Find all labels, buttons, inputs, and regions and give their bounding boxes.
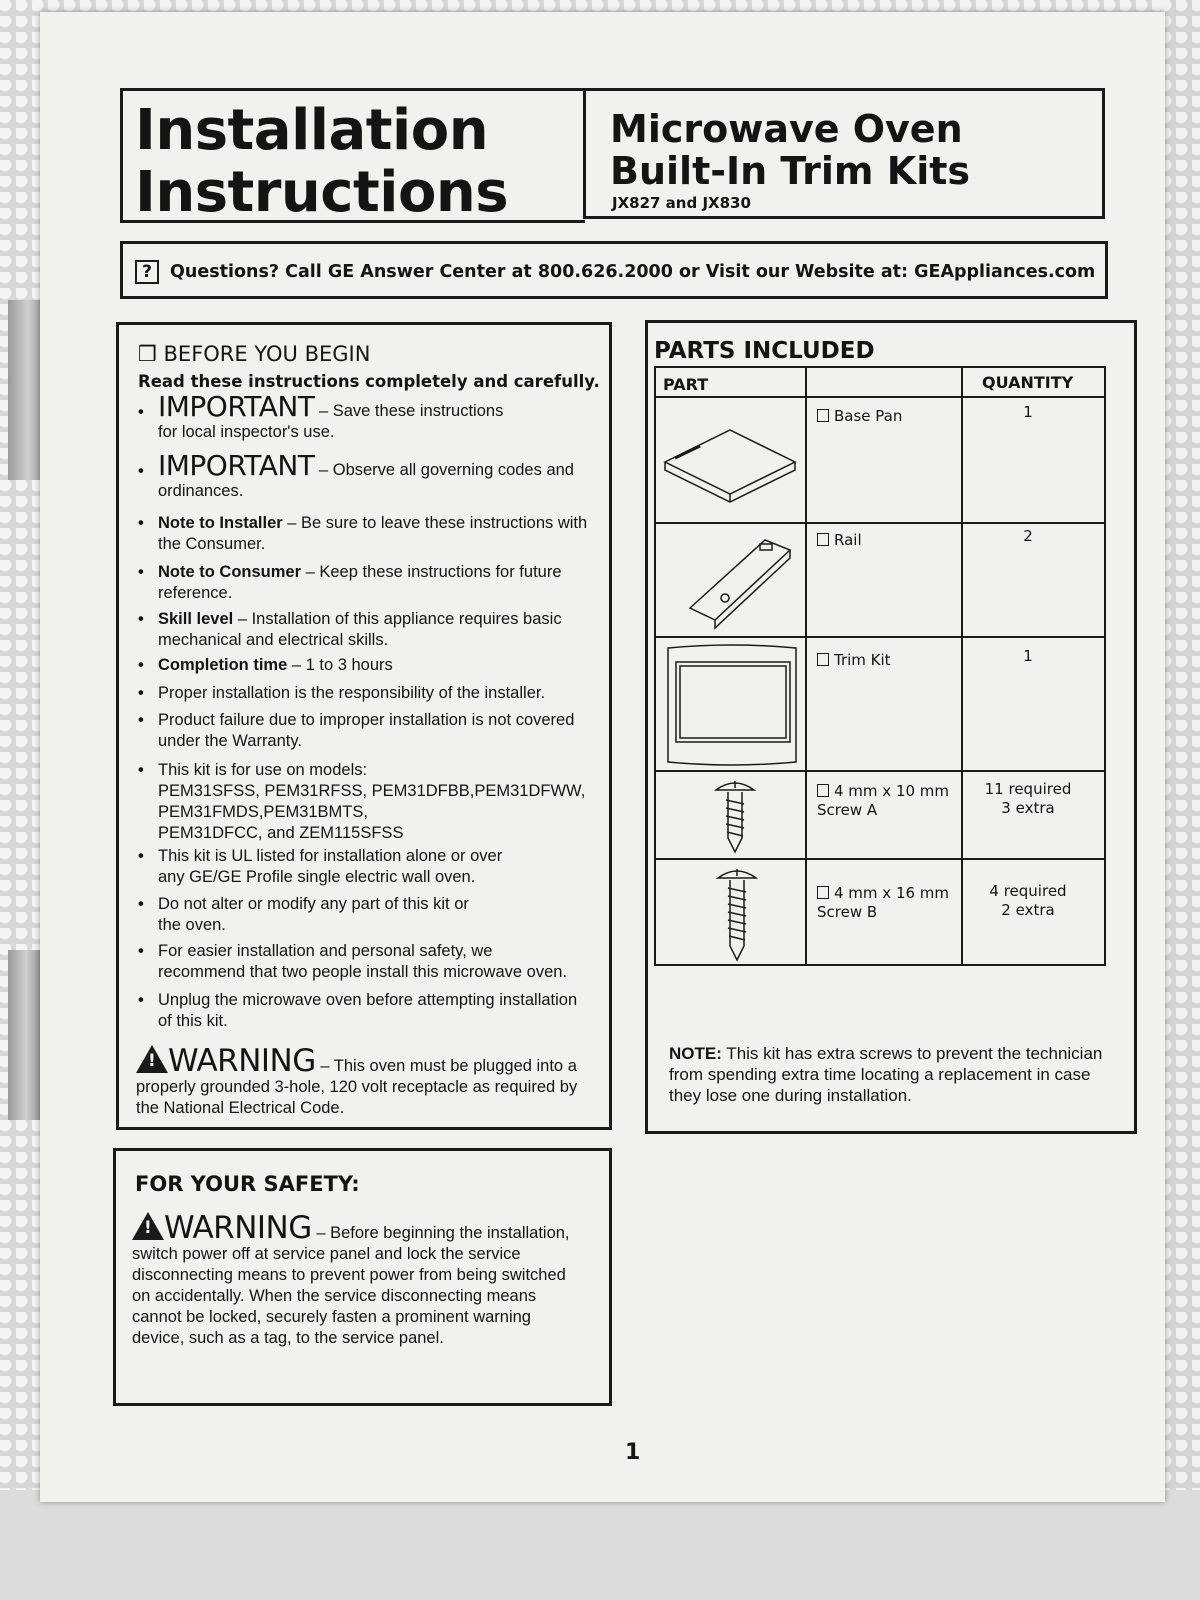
bullet-icon: •	[138, 847, 144, 865]
warning-text: – This oven must be plugged into a properly grounded 3-hole, 120 volt receptacle as required by the National Electrical Code.	[136, 1057, 578, 1117]
list-item-body: Proper installation is the responsibility of the installer.	[158, 684, 546, 702]
warning-safety	[132, 1210, 602, 1349]
warning-word: WARNING	[168, 1043, 316, 1079]
part-name-text: Trim Kit	[834, 651, 891, 669]
list-item-lead: Skill level	[158, 610, 234, 628]
bullet-icon: •	[138, 895, 144, 913]
question-box-icon: ?	[135, 260, 159, 284]
rail-icon	[680, 530, 800, 630]
table-divider	[654, 858, 1106, 860]
background-foam-right	[1160, 0, 1200, 1600]
bullet-icon: •	[138, 610, 144, 628]
bullet-icon: •	[138, 514, 144, 532]
list-item-body: Do not alter or modify any part of this kit or the oven.	[158, 895, 469, 934]
part-quantity: 1	[1023, 403, 1033, 421]
list-item-lead: IMPORTANT	[158, 449, 315, 482]
table-divider	[654, 636, 1106, 638]
page-title: Installation Instructions	[135, 98, 509, 225]
screw-b-icon	[712, 866, 762, 962]
model-numbers: JX827 and JX830	[612, 194, 751, 212]
list-item-text	[158, 894, 608, 936]
parts-col-quantity: QUANTITY	[982, 373, 1074, 392]
part-name-text: 4 mm x 16 mm Screw B	[817, 884, 950, 921]
table-divider	[805, 366, 807, 966]
part-name-text: Base Pan	[834, 407, 903, 425]
questions-text: Questions? Call GE Answer Center at 800.626.2000 or Visit our Website at: GEAppliances.com	[170, 262, 1096, 282]
list-item-text	[158, 846, 608, 888]
bullet-icon: •	[138, 684, 144, 702]
checkbox-icon	[817, 886, 829, 899]
background-metal-bracket	[8, 950, 44, 1120]
part-name	[817, 407, 902, 426]
checkbox-icon	[817, 409, 829, 422]
list-item-text	[158, 449, 608, 502]
list-item-text	[158, 710, 608, 752]
list-item-text	[158, 683, 608, 704]
before-you-begin-title: BEFORE YOU BEGIN	[163, 342, 371, 366]
warning-word: WARNING	[164, 1210, 312, 1246]
list-item-lead: Note to Installer	[158, 514, 283, 532]
background-surface	[0, 1490, 1200, 1600]
list-item-body: – 1 to 3 hours	[287, 656, 393, 674]
list-item-text	[158, 990, 608, 1032]
part-quantity: 4 required 2 extra	[989, 882, 1067, 919]
warning-triangle-icon	[132, 1212, 164, 1240]
part-name-text: Rail	[834, 531, 862, 549]
part-name	[817, 651, 891, 670]
table-divider	[961, 366, 963, 966]
checkbox-icon	[817, 533, 829, 546]
list-item-text	[158, 390, 608, 443]
bullet-icon: •	[138, 991, 144, 1009]
list-item-body: – Be sure to leave these instructions with the Consumer.	[158, 514, 588, 553]
list-item-body: For easier installation and personal safety, we recommend that two people install this microwave oven.	[158, 942, 568, 981]
list-item-lead: Note to Consumer	[158, 563, 302, 581]
list-item-body: – Save these instructions for local inspector's use.	[158, 402, 504, 441]
list-item-body: – Observe all governing codes and ordinances.	[158, 461, 574, 500]
part-quantity: 2	[1023, 527, 1033, 545]
list-item-body: – Keep these instructions for future reference.	[158, 563, 562, 602]
bullet-icon: •	[138, 403, 144, 421]
before-you-begin-heading	[138, 342, 370, 366]
part-quantity: 11 required 3 extra	[984, 780, 1072, 817]
warning-triangle-icon	[136, 1045, 168, 1073]
part-name	[817, 531, 862, 550]
part-name-text: 4 mm x 10 mm Screw A	[817, 782, 950, 819]
checkbox-icon	[817, 784, 829, 797]
before-you-begin-subtitle: Read these instructions completely and carefully.	[138, 372, 600, 391]
bullet-icon: •	[138, 563, 144, 581]
trim-kit-icon	[662, 642, 802, 768]
product-title: Microwave Oven Built-In Trim Kits	[610, 107, 971, 193]
part-name	[817, 782, 949, 820]
checkbox-icon: ❒	[138, 342, 157, 366]
bullet-icon: •	[138, 761, 144, 779]
list-item-body: Product failure due to improper installation is not covered under the Warranty.	[158, 711, 575, 750]
list-item-lead: IMPORTANT	[158, 390, 315, 423]
checkbox-icon	[817, 653, 829, 666]
table-divider	[654, 396, 1106, 398]
table-divider	[654, 770, 1106, 772]
bullet-icon: •	[138, 656, 144, 674]
warning-electrical	[136, 1043, 606, 1119]
part-quantity: 1	[1023, 647, 1033, 665]
parts-note-text: This kit has extra screws to prevent the technician from spending extra time locating a replacement in case they lose one during installation.	[669, 1044, 1103, 1105]
list-item-lead: Completion time	[158, 656, 288, 674]
parts-included-title: PARTS INCLUDED	[654, 338, 875, 364]
bullet-icon: •	[138, 942, 144, 960]
bullet-icon: •	[138, 711, 144, 729]
list-item-text	[158, 609, 608, 651]
safety-title: FOR YOUR SAFETY:	[135, 1172, 360, 1196]
list-item-text	[158, 655, 608, 676]
warning-text: – Before beginning the installation, switch power off at service panel and lock the service disconnecting means to prevent power from being switched on accidentally. When the service disconnecting means cannot be locked, securely fasten a prominent warning device, such as a tag, to the service panel.	[132, 1224, 570, 1347]
bullet-icon: •	[138, 462, 144, 480]
parts-col-part: PART	[663, 375, 709, 394]
list-item-text	[158, 941, 608, 983]
base-pan-icon	[660, 410, 800, 510]
page-number: 1	[625, 1440, 641, 1465]
table-divider	[654, 522, 1106, 524]
screw-a-icon	[710, 778, 760, 854]
part-name	[817, 884, 949, 922]
list-item-text	[158, 760, 608, 844]
list-item-text	[158, 562, 608, 604]
parts-note	[669, 1043, 1109, 1106]
list-item-text	[158, 513, 608, 555]
parts-note-label: NOTE:	[669, 1044, 722, 1063]
list-item-body: This kit is for use on models: PEM31SFSS, PEM31RFSS, PEM31DFBB,PEM31DFWW, PEM31FMDS,PEM31BMTS, PEM31DFCC, and ZEM115SFSS	[158, 761, 586, 842]
list-item-body: – Installation of this appliance requires basic mechanical and electrical skills.	[158, 610, 562, 649]
list-item-body: Unplug the microwave oven before attempting installation of this kit.	[158, 991, 578, 1030]
list-item-body: This kit is UL listed for installation alone or over any GE/GE Profile single electric wall oven.	[158, 847, 503, 886]
